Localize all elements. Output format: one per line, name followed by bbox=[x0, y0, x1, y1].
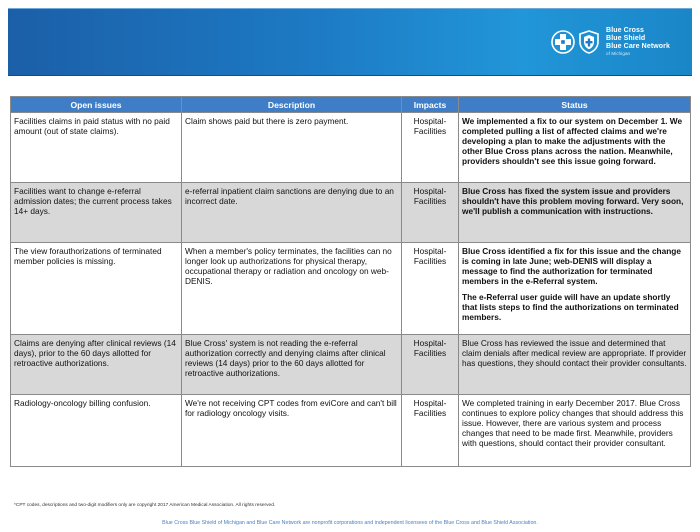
status-cell: Blue Cross has reviewed the issue and determined that claim denials after medical review are appropriate. If provider has questions, they should contact their provider consultants. bbox=[459, 335, 691, 395]
page-footer: Blue Cross Blue Shield of Michigan and Blue Care Network are nonprofit corporations and independent licensees of the Blue Cross and Blue Shield Association. bbox=[162, 520, 538, 526]
description-cell: e-referral inpatient claim sanctions are denying due to an incorrect date. bbox=[182, 183, 402, 243]
brand-line-1: Blue Cross bbox=[606, 27, 645, 34]
header-impacts: Impacts bbox=[402, 97, 459, 113]
shield-logo-icon bbox=[578, 30, 600, 54]
header-banner bbox=[8, 8, 692, 76]
brand-line-4: of Michigan bbox=[606, 51, 631, 56]
brand-logo bbox=[551, 27, 670, 57]
table-row bbox=[11, 243, 691, 335]
impacts-cell: Hospital- Facilities bbox=[402, 243, 459, 335]
open-issues-table bbox=[10, 96, 691, 467]
issue-cell: Radiology-oncology billing confusion. bbox=[11, 395, 182, 467]
status-cell: Blue Cross identified a fix for this issue and the change is coming in late June; web-DENIS will display a message to find the authorization for terminated members in the e-Referral system. The e-Referral user guide will have an update shortly that lists steps to find the authorizations on terminated members. bbox=[459, 243, 691, 335]
logo-mark bbox=[551, 30, 600, 54]
issue-cell: Facilities claims in paid status with no paid amount (out of state claims). bbox=[11, 113, 182, 183]
impacts-cell: Hospital- Facilities bbox=[402, 183, 459, 243]
description-cell: Blue Cross' system is not reading the e-referral authorization correctly and denying claims after clinical reviews (14 days) prior to the 60 days allotted for retroactive authorizations. bbox=[182, 335, 402, 395]
status-cell: We completed training in early December 2017. Blue Cross continues to explore policy changes that should address this issue. However, there are various system and process changes that need to be made first. Meanwhile, providers with questions, should contact their provider consultant. bbox=[459, 395, 691, 467]
description-cell: Claim shows paid but there is zero payment. bbox=[182, 113, 402, 183]
issue-cell: Claims are denying after clinical reviews (14 days), prior to the 60 days allotted for retroactive authorizations. bbox=[11, 335, 182, 395]
impacts-cell: Hospital- Facilities bbox=[402, 113, 459, 183]
table-row bbox=[11, 183, 691, 243]
header-status: Status bbox=[459, 97, 691, 113]
brand-line-3: Blue Care Network bbox=[606, 43, 670, 50]
status-cell: Blue Cross has fixed the system issue and providers shouldn't have this problem moving forward. Very soon, we'll publish a communication with instructions. bbox=[459, 183, 691, 243]
brand-line-2: Blue Shield bbox=[606, 35, 646, 42]
description-cell: When a member's policy terminates, the facilities can no longer look up authorizations for physical therapy, occupational therapy or radiation and oncology on web-DENIS. bbox=[182, 243, 402, 335]
cross-logo-icon bbox=[551, 30, 575, 54]
header-description: Description bbox=[182, 97, 402, 113]
table-row bbox=[11, 335, 691, 395]
issue-cell: The view forauthorizations of terminated member policies is missing. bbox=[11, 243, 182, 335]
table-row bbox=[11, 113, 691, 183]
header-open-issues: Open issues bbox=[11, 97, 182, 113]
issue-cell: Facilities want to change e-referral admission dates; the current process takes 14+ days. bbox=[11, 183, 182, 243]
status-cell: We implemented a fix to our system on December 1. We completed pulling a list of affected claims and we're developing a plan to make the adjustments with the other Blue Cross plans across the nation. Meanwhile, providers shouldn't see this issue going forward. bbox=[459, 113, 691, 183]
table-row bbox=[11, 395, 691, 467]
impacts-cell: Hospital- Facilities bbox=[402, 395, 459, 467]
copyright-footnote: *CPT codes, descriptions and two-digit modifiers only are copyright 2017 American Medical Association. All rights reserved. bbox=[14, 503, 276, 508]
impacts-cell: Hospital- Facilities bbox=[402, 335, 459, 395]
brand-name bbox=[606, 27, 670, 57]
description-cell: We're not receiving CPT codes from eviCore and can't bill for radiology oncology visits. bbox=[182, 395, 402, 467]
table-header-row bbox=[11, 97, 691, 113]
